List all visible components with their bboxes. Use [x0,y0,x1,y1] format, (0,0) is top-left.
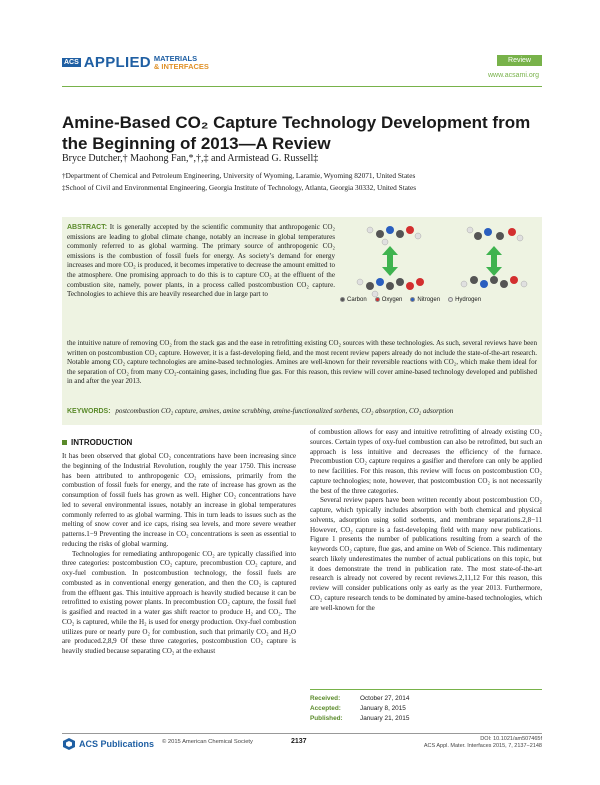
legend-label: Carbon [347,297,367,304]
page-number: 2137 [291,738,307,745]
legend-item [340,297,367,303]
journal-name-main: APPLIED [83,54,151,71]
article-type-badge: Review [497,55,542,66]
footer-divider [62,733,542,734]
keywords-label: KEYWORDS: [67,408,111,415]
molecule-right-bottom [461,276,527,288]
equilibrium-arrow-left-icon [382,246,398,276]
abstract-body-2: the intuitive nature of removing CO₂ from the stack gas and the ease in retrofitting existing CO₂ sources with these technologies. As such, several reviews have been written on postcombustion CO₂ capture. However, it is a fast-developing field, and the most recent review papers already do not include the state-of-the-art research. Notable among CO₂ capture technologies are amine-based technologies. Amines are well-known for their reversible reactions with CO₂, which make them ideal for the separation of CO₂ from many CO₂-containing gases, including flue gas. For this reason, this review will cover amine-based technology developed and published in and after the year 2013. [67,339,537,386]
legend-swatch-icon [448,297,453,302]
legend-swatch-icon [340,297,345,302]
history-row: Received: October 27, 2014 [310,695,410,702]
molecule-left-bottom [357,278,424,297]
publication-history [310,694,409,724]
body-column-left [62,452,296,657]
citation: ACS Appl. Mater. Interfaces 2015, 7, 2137−2148 [423,743,542,749]
toc-graphic [340,220,540,336]
doi-link[interactable]: DOI: 10.1021/am507465f [480,736,542,742]
copyright-notice: © 2015 American Chemical Society [162,739,253,745]
legend-swatch-icon [375,297,380,302]
acs-hex-icon [62,737,76,751]
article-title: Amine-Based CO₂ Capture Technology Development from the Beginning of 2013—A Review [62,113,531,153]
molecule-left-top [367,226,421,245]
body-paragraph: of combustion allows for easy and intuitive retrofitting of already existing CO₂ sources. Certain types of oxy-fuel combustion can also be retrofitted, but such an approach is less intuitive and decreases the efficiency of the furnace. Precombustion CO₂ capture requires a gasifier and therefore can only be applied to new facilities. For this reason, this review will focus on postcombustion CO₂ capture technologies; note, however, that postcombustion CO₂ is not necessarily the best of the three categories. [310,428,542,495]
author-list: Bryce Dutcher,† Maohong Fan,*,†,‡ and Armistead G. Russell‡ [62,153,319,164]
abstract-text-narrow [67,223,335,300]
legend-item [375,297,403,303]
acs-badge: ACS [64,59,79,66]
section-bullet-icon [62,440,67,445]
history-divider [310,689,542,690]
body-column-right [310,428,542,613]
affiliation-1: †Department of Chemical and Petroleum Engineering, University of Wyoming, Laramie, Wyoming 82071, United States [62,171,416,180]
header-divider [62,86,542,87]
journal-name-line1: MATERIALS [153,53,198,63]
graphic-legend [340,297,540,303]
keywords-list: postcombustion CO₂ capture, amines, amine scrubbing, amine-functionalized sorbents, CO₂ absorption, CO₂ adsorption [115,407,454,415]
abstract-label: ABSTRACT: [67,224,108,231]
publisher-name: ACS Publications [79,739,155,749]
legend-label: Nitrogen [417,297,441,304]
body-paragraph: It has been observed that global CO₂ concentrations have been increasing since the beginning of the Industrial Revolution, roughly the year 1750. This increase has been attributed to anthropogenic CO₂ emissions, primarily from the combustion of fossil fuels for energy, and the rate of increase has grown as the consumption of fossil fuels has grown as well. Higher CO₂ concentrations have led to several environmental issues, notably an increase in global temperatures commonly referred to as global warming. This in turn leads to issues such as the melting of snow cover and ice caps, rising sea levels, and more severe weather patterns.1−9 Preventing the increase in CO₂ concentrations is seen as essential to reducing the risks of global warming. [62,452,296,548]
section-heading [62,438,132,447]
body-paragraph: Several review papers have been written recently about postcombustion CO₂ capture, which typically includes absorption with both chemical and physical solvents, adsorption using solid sorbents, and membrane separations.2,8−11 However, CO₂ capture is a fast-developing field with many new publications. Figure 1 presents the number of publications resulting from a search of the keywords CO₂ capture, flue gas, and amine on Web of Science. This rudimentary search likely underestimates the number of actual publications on this topic, but it does demonstrate the trend in publication rate. The most state-of-the-art research is already not covered by recent reviews.2,11,12 For this reason, this review will consider publications only as early as the year 2013. Furthermore, CO₂ capture research tends to be dominated by amine-based technologies, which are well-known for the [310,496,542,612]
abstract-body-1: It is generally accepted by the scientific community that anthropogenic CO₂ emissions are leading to global climate change, notably an increase in global temperatures commonly referred to as global warming. The primary source of anthropogenic CO₂ emissions is the combustion of fossil fuels for energy. As society’s demand for energy increases and more CO₂ is produced, it becomes imperative to decrease the amount emitted to the atmosphere. One promising approach to do this is to capture CO₂ at the effluent of the combustion site, namely, power plants, in a process called postcombustion CO₂ capture. Technologies to achieve this are heavily researched due in large part to [67,223,335,299]
section-heading-text: INTRODUCTION [71,438,133,447]
journal-name-line2: & INTERFACES [153,61,209,71]
history-row: Accepted: January 8, 2015 [310,705,406,712]
keywords-line [67,407,537,416]
legend-swatch-icon [410,297,415,302]
publisher-logo[interactable] [62,737,154,751]
body-paragraph: Technologies for remediating anthropogenic CO₂ are typically classified into three categories: postcombustion CO₂ capture, precombustion CO₂ capture, and oxy-fuel combustion. In postcombustion technology, the fossil fuels are combusted as in conventional energy generation, and then the CO₂ is captured from the effluent gas. This intuitive approach is heavily studied because it can be retrofitted to existing power plants. In precombustion CO₂ capture, the fossil fuel is gasified and reacted in a water gas shift reactor to produce H₂ and CO₂. The CO₂ is captured, while the H₂ is used for energy production. Oxy-fuel combustion utilizes pure or nearly pure O₂ for combustion, such that primarily CO₂ and H₂O are produced.2,8,9 Of these three categories, postcombustion CO₂ capture is heavily studied because separating CO₂ at the exhaust [62,549,296,655]
journal-url-link[interactable]: www.acsami.org [488,72,539,79]
legend-item [448,297,481,303]
molecule-right-top [467,227,523,241]
affiliation-2: ‡School of Civil and Environmental Engineering, Georgia Institute of Technology, Atlanta, Georgia 30332, United States [62,183,417,192]
history-row: Published: January 21, 2015 [310,715,410,722]
equilibrium-arrow-right-icon [486,246,502,276]
legend-label: Oxygen [381,297,403,304]
legend-item [410,297,440,303]
journal-logo [62,54,209,71]
doi-block [424,736,542,750]
legend-label: Hydrogen [455,297,482,304]
